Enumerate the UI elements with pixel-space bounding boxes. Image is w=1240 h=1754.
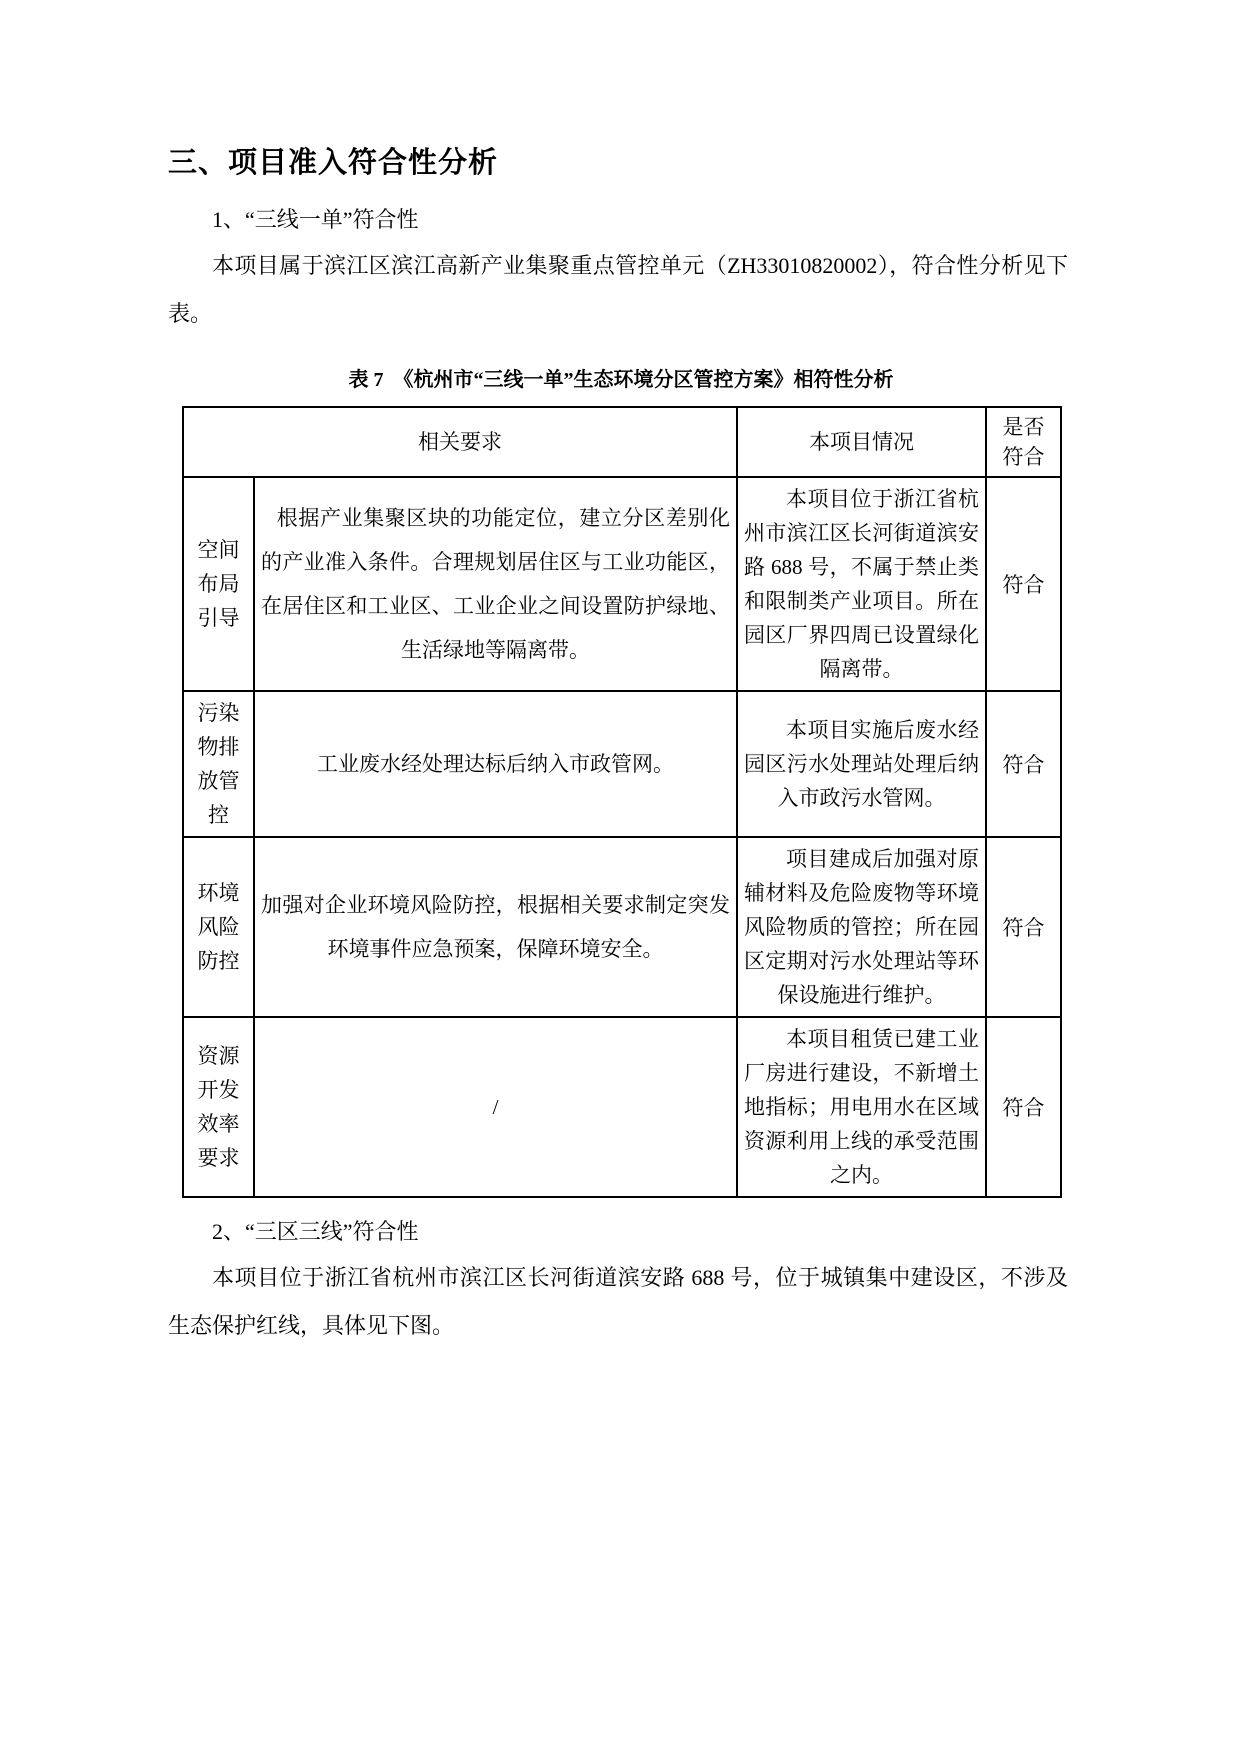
category-cell [183,1017,254,1197]
category-cell [183,691,254,837]
project-cell: 本项目位于浙江省杭州市滨江区长河街道滨安路 688 号，不属于禁止类和限制类产业项目。所在园区厂界四周已设置绿化隔离带。 [737,477,986,691]
compliance-table [182,406,1062,1198]
category-cell [183,837,254,1017]
conform-cell: 符合 [986,837,1061,1017]
section1-paragraph: 本项目属于滨江区滨江高新产业集聚重点管控单元（ZH33010820002），符合性分析见下表。 [168,253,1068,326]
category-label: 污染物排放管控 [197,701,240,827]
table-caption: 表 7 《杭州市“三线一单”生态环境分区管控方案》相符性分析 [348,369,894,391]
requirement-cell: 工业废水经处理达标后纳入市政管网。 [254,691,737,837]
section2-title: 2、“三区三线”符合性 [212,1219,419,1244]
header-requirement: 相关要求 [183,407,737,477]
table-row [183,837,1061,1017]
conform-cell: 符合 [986,1017,1061,1197]
category-label: 环境风险防控 [197,881,240,973]
requirement-cell: 根据产业集聚区块的功能定位，建立分区差别化的产业准入条件。合理规划居住区与工业功能区，在居住区和工业区、工业企业之间设置防护绿地、生活绿地等隔离带。 [254,477,737,691]
table-header-row [183,407,1061,477]
table-row [183,1017,1061,1197]
project-cell: 本项目租赁已建工业厂房进行建设，不新增土地指标；用电用水在区域资源利用上线的承受范围之内。 [737,1017,986,1197]
category-cell [183,477,254,691]
header-conform: 是否符合 [986,407,1061,477]
requirement-cell: / [254,1017,737,1197]
section1-title: 1、“三线一单”符合性 [212,207,419,232]
table-row [183,477,1061,691]
category-label: 资源开发效率要求 [197,1044,240,1170]
section2-paragraph: 本项目位于浙江省杭州市滨江区长河街道滨安路 688 号，位于城镇集中建设区，不涉及生态保护红线，具体见下图。 [168,1265,1068,1338]
project-cell: 本项目实施后废水经园区污水处理站处理后纳入市政污水管网。 [737,691,986,837]
page-title: 三、项目准入符合性分析 [168,147,499,179]
conform-cell: 符合 [986,477,1061,691]
conform-cell: 符合 [986,691,1061,837]
requirement-cell: 加强对企业环境风险防控，根据相关要求制定突发环境事件应急预案，保障环境安全。 [254,837,737,1017]
category-label: 空间布局引导 [197,538,240,630]
table-row [183,691,1061,837]
document-content [168,140,1068,1350]
header-project: 本项目情况 [737,407,986,477]
project-cell: 项目建成后加强对原辅材料及危险废物等环境风险物质的管控；所在园区定期对污水处理站等环保设施进行维护。 [737,837,986,1017]
